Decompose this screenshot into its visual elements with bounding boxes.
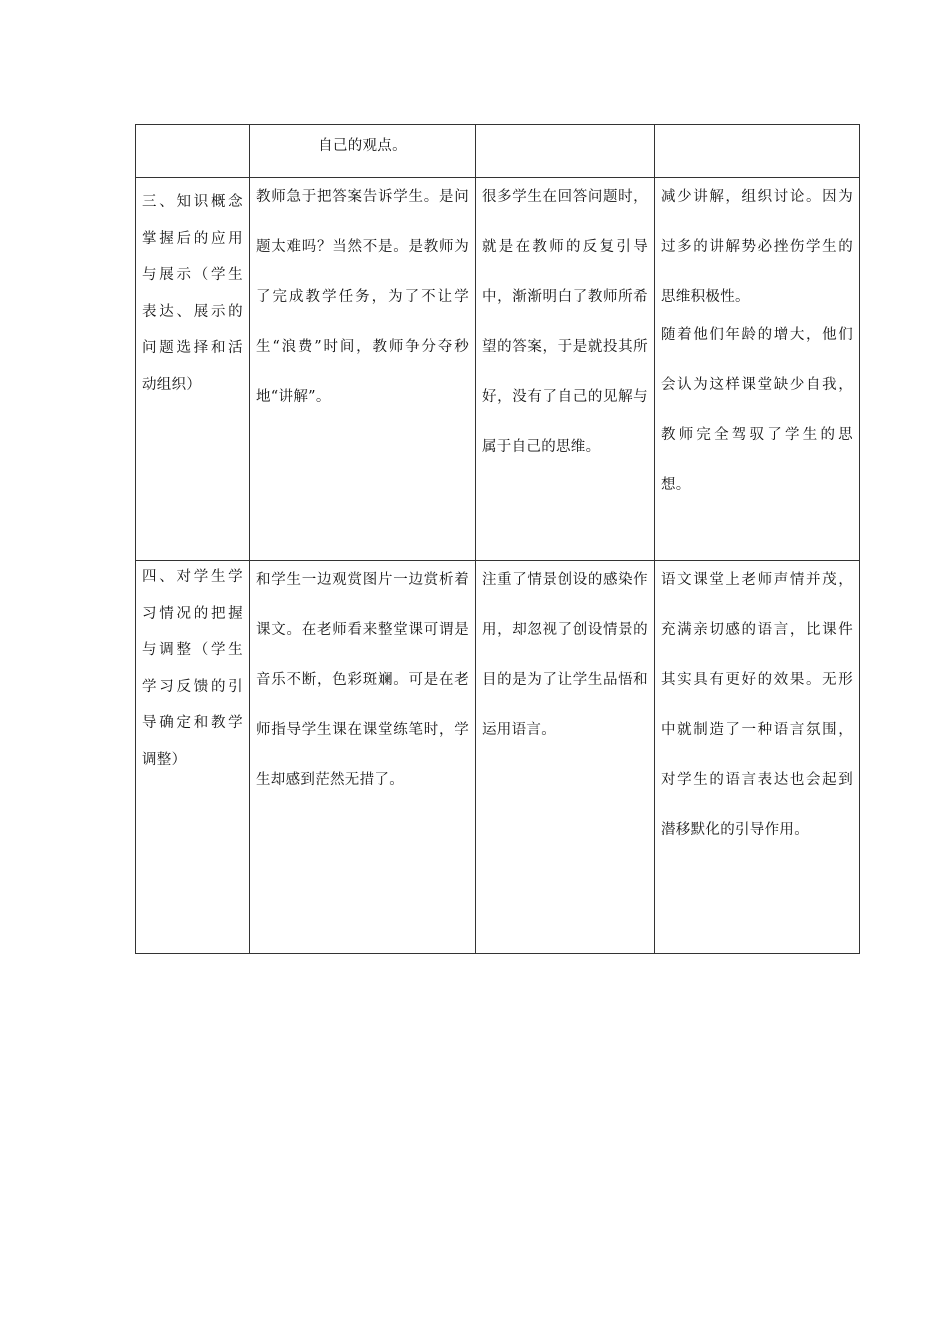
table-row [136, 125, 860, 178]
strategy-cell [655, 178, 860, 561]
cause-cell [476, 125, 655, 178]
row-heading-cell [136, 561, 250, 954]
cell-text: 注重了情景创设的感染作用，却忽视了创设情景的目的是为了让学生品悟和运用语言。 [482, 572, 648, 738]
cell-text: 自己的观点。 [318, 138, 407, 154]
cell-text: 语文课堂上老师声情并茂，充满亲切感的语言，比课件其实具有更好的效果。无形中就制造了一种语言氛围，对学生的语言表达也会起到潜移默化的引导作用。 [661, 572, 853, 838]
strategy-cell [655, 125, 860, 178]
phenomenon-cell [250, 561, 476, 954]
cell-text-part-1: 减少讲解，组织讨论。因为过多的讲解势必挫伤学生的思维积极性。 [661, 189, 853, 305]
cell-text-part-2: 随着他们年龄的增大，他们会认为这样课堂缺少自我，教师完全驾驭了学生的思想。 [661, 327, 853, 493]
cell-text: 很多学生在回答问题时，就是在教师的反复引导中，渐渐明白了教师所希望的答案，于是就投其所好，没有了自己的见解与属于自己的思维。 [482, 189, 648, 455]
cell-text: 教师急于把答案告诉学生。是问题太难吗？当然不是。是教师为了完成教学任务，为了不让学生“浪费”时间，教师争分夺秒地“讲解”。 [256, 189, 469, 405]
cause-cell [476, 178, 655, 561]
table-row [136, 561, 860, 954]
strategy-cell [655, 561, 860, 954]
table-row [136, 178, 860, 561]
phenomenon-cell [250, 125, 476, 178]
reflection-table [135, 124, 860, 954]
row-heading-cell [136, 178, 250, 561]
row-heading-cell [136, 125, 250, 178]
cause-cell [476, 561, 655, 954]
cell-text: 三、知识概念掌握后的应用与展示（学生表达、展示的问题选择和活动组织） [142, 194, 243, 393]
phenomenon-cell [250, 178, 476, 561]
cell-text: 和学生一边观赏图片一边赏析着课文。在老师看来整堂课可谓是音乐不断，色彩斑斓。可是在老师指导学生课在课堂练笔时，学生却感到茫然无措了。 [256, 572, 469, 788]
cell-text: 四、对学生学习情况的把握与调整（学生学习反馈的引导确定和教学调整） [142, 569, 243, 768]
